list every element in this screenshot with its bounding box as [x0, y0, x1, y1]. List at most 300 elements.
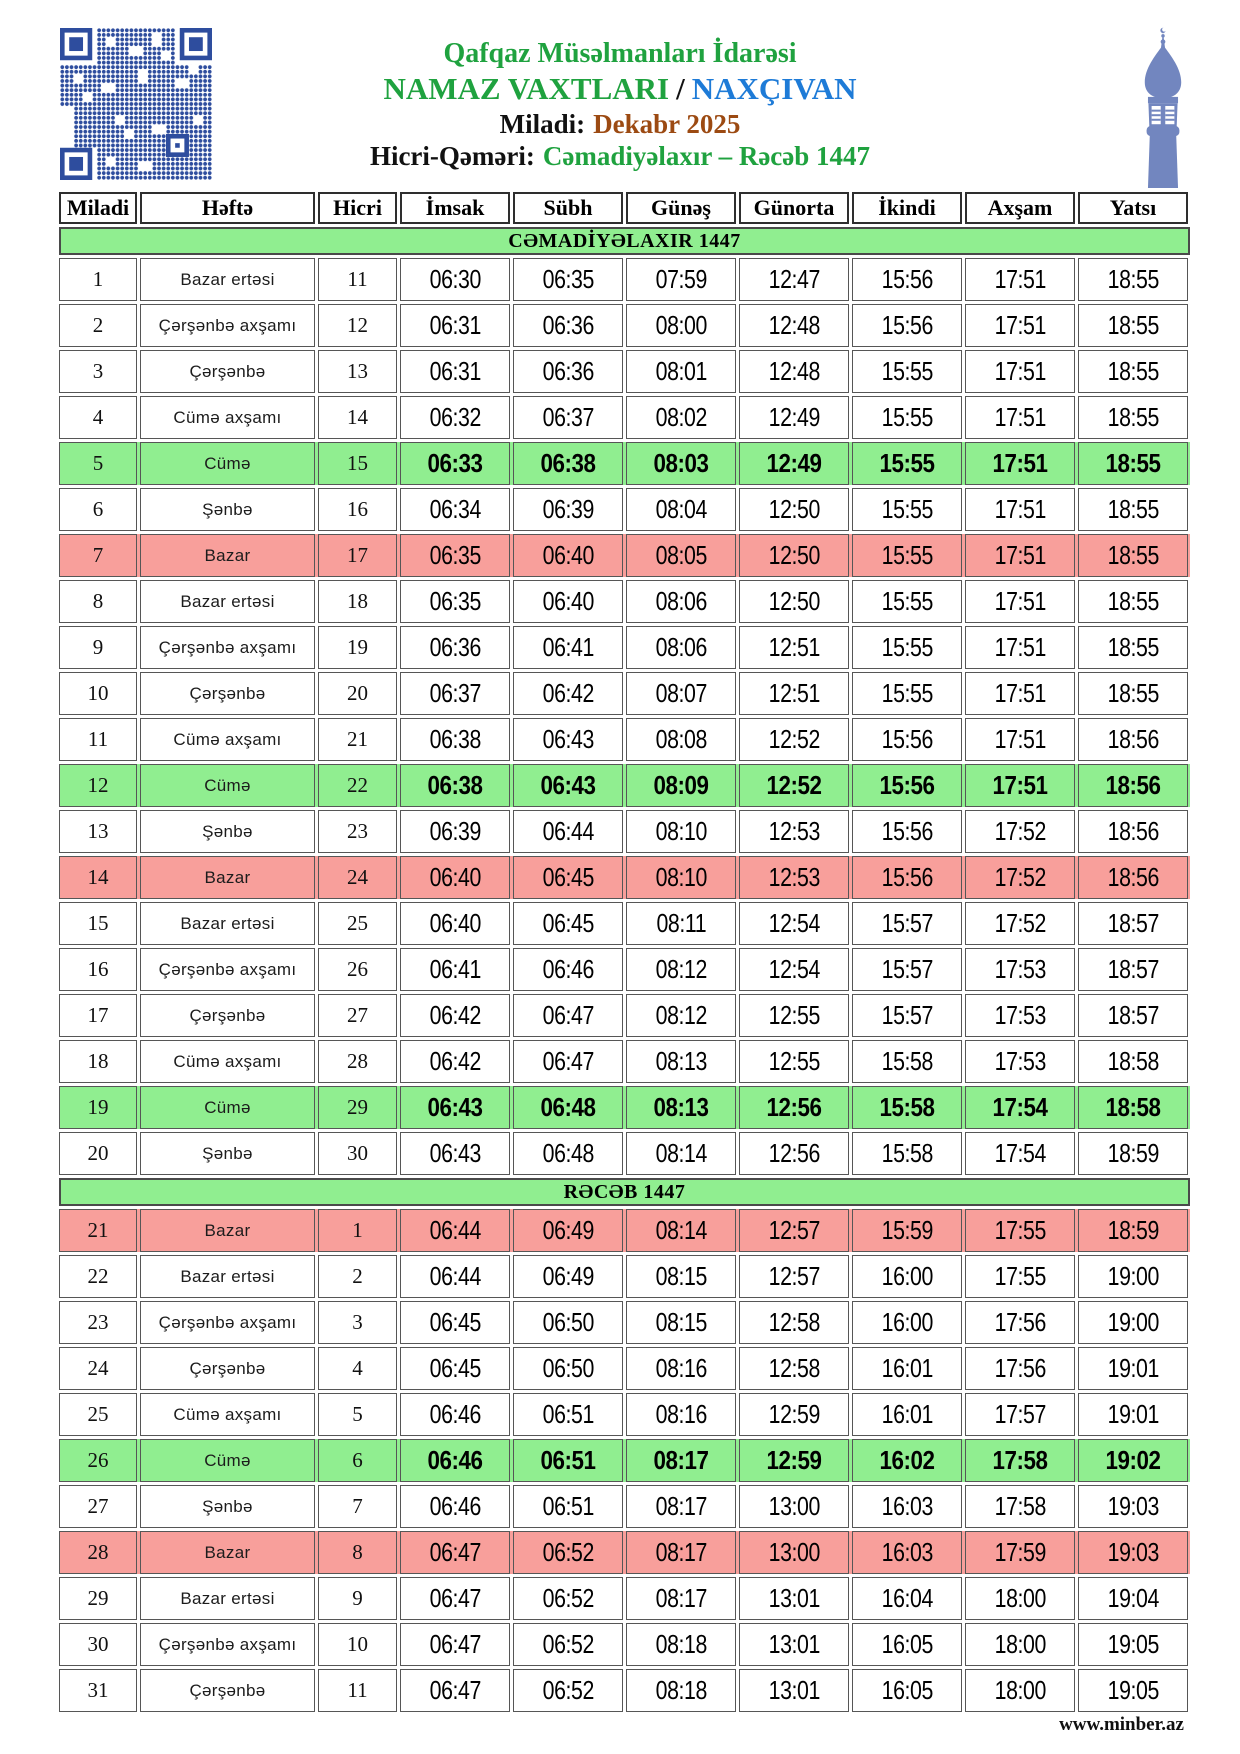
- hicri-day-cell: 25: [318, 902, 397, 945]
- time-cell-axşam: 17:59: [965, 1531, 1075, 1574]
- time-cell-sübh: 06:36: [513, 304, 623, 347]
- miladi-day-cell: 31: [59, 1669, 137, 1712]
- time-cell-axşam: 17:56: [965, 1301, 1075, 1344]
- time-cell-i̇kindi: 15:57: [852, 902, 962, 945]
- time-cell-günəş: 08:10: [626, 856, 736, 899]
- time-cell-günorta: 12:52: [739, 764, 849, 807]
- time-cell-yatsı: 19:03: [1078, 1531, 1188, 1574]
- miladi-day-cell: 16: [59, 948, 137, 991]
- miladi-day-cell: 2: [59, 304, 137, 347]
- table-row: [59, 764, 1190, 807]
- miladi-value: Dekabr 2025: [593, 108, 741, 139]
- weekday-cell: Cümə axşamı: [140, 1393, 315, 1436]
- weekday-cell: Cümə: [140, 1086, 315, 1129]
- time-cell-yatsı: 18:55: [1078, 534, 1188, 577]
- weekday-cell: Cümə: [140, 1439, 315, 1482]
- prayer-times-table: [59, 192, 1190, 1712]
- time-cell-i̇msak: 06:39: [400, 810, 510, 853]
- time-cell-günəş: 08:04: [626, 488, 736, 531]
- time-cell-yatsı: 19:00: [1078, 1255, 1188, 1298]
- hicri-day-cell: 11: [318, 258, 397, 301]
- miladi-day-cell: 30: [59, 1623, 137, 1666]
- time-cell-sübh: 06:52: [513, 1531, 623, 1574]
- time-cell-yatsı: 19:03: [1078, 1485, 1188, 1528]
- weekday-cell: Çərşənbə: [140, 994, 315, 1037]
- time-cell-günəş: 08:16: [626, 1347, 736, 1390]
- miladi-day-cell: 5: [59, 442, 137, 485]
- miladi-day-cell: 11: [59, 718, 137, 761]
- miladi-day-cell: 10: [59, 672, 137, 715]
- time-cell-günəş: 08:13: [626, 1040, 736, 1083]
- time-cell-sübh: 06:44: [513, 810, 623, 853]
- time-cell-i̇kindi: 15:59: [852, 1209, 962, 1252]
- time-cell-sübh: 06:48: [513, 1086, 623, 1129]
- hicri-day-cell: 15: [318, 442, 397, 485]
- weekday-cell: Çərşənbə: [140, 1347, 315, 1390]
- hicri-day-cell: 18: [318, 580, 397, 623]
- time-cell-i̇msak: 06:47: [400, 1669, 510, 1712]
- time-cell-i̇msak: 06:42: [400, 1040, 510, 1083]
- hicri-day-cell: 4: [318, 1347, 397, 1390]
- weekday-cell: Çərşənbə axşamı: [140, 304, 315, 347]
- time-cell-yatsı: 18:57: [1078, 948, 1188, 991]
- time-cell-günəş: 08:01: [626, 350, 736, 393]
- time-cell-i̇kindi: 15:56: [852, 718, 962, 761]
- title-separator: /: [676, 71, 685, 106]
- hicri-day-cell: 11: [318, 1669, 397, 1712]
- time-cell-günorta: 12:58: [739, 1347, 849, 1390]
- time-cell-axşam: 17:53: [965, 948, 1075, 991]
- time-cell-i̇kindi: 16:01: [852, 1347, 962, 1390]
- time-cell-sübh: 06:51: [513, 1393, 623, 1436]
- time-cell-axşam: 17:55: [965, 1255, 1075, 1298]
- time-cell-i̇kindi: 16:00: [852, 1301, 962, 1344]
- time-cell-günəş: 08:09: [626, 764, 736, 807]
- time-cell-günəş: 08:14: [626, 1132, 736, 1175]
- column-header-hicri: Hicri: [318, 192, 397, 224]
- time-cell-günəş: 08:18: [626, 1623, 736, 1666]
- time-cell-i̇kindi: 15:55: [852, 534, 962, 577]
- column-header-axşam: Axşam: [965, 192, 1075, 224]
- time-cell-sübh: 06:47: [513, 1040, 623, 1083]
- time-cell-i̇msak: 06:30: [400, 258, 510, 301]
- time-cell-yatsı: 18:59: [1078, 1209, 1188, 1252]
- miladi-day-cell: 19: [59, 1086, 137, 1129]
- time-cell-sübh: 06:43: [513, 764, 623, 807]
- miladi-day-cell: 20: [59, 1132, 137, 1175]
- table-row: [59, 1623, 1190, 1666]
- time-cell-axşam: 18:00: [965, 1577, 1075, 1620]
- time-cell-sübh: 06:50: [513, 1301, 623, 1344]
- time-cell-günəş: 08:13: [626, 1086, 736, 1129]
- weekday-cell: Çərşənbə axşamı: [140, 1623, 315, 1666]
- time-cell-günəş: 08:17: [626, 1577, 736, 1620]
- time-cell-i̇msak: 06:35: [400, 580, 510, 623]
- miladi-day-cell: 12: [59, 764, 137, 807]
- minaret-icon: [1134, 24, 1192, 188]
- miladi-day-cell: 21: [59, 1209, 137, 1252]
- weekday-cell: Çərşənbə: [140, 1669, 315, 1712]
- column-header-miladi: Miladi: [59, 192, 137, 224]
- hicri-day-cell: 29: [318, 1086, 397, 1129]
- miladi-day-cell: 1: [59, 258, 137, 301]
- time-cell-günəş: 08:17: [626, 1531, 736, 1574]
- hicri-day-cell: 20: [318, 672, 397, 715]
- column-header-yatsı: Yatsı: [1078, 192, 1188, 224]
- weekday-cell: Cümə: [140, 442, 315, 485]
- weekday-cell: Bazar ertəsi: [140, 580, 315, 623]
- time-cell-yatsı: 18:56: [1078, 764, 1188, 807]
- time-cell-sübh: 06:49: [513, 1255, 623, 1298]
- hicri-day-cell: 22: [318, 764, 397, 807]
- hicri-day-cell: 9: [318, 1577, 397, 1620]
- time-cell-günorta: 12:59: [739, 1439, 849, 1482]
- time-cell-i̇msak: 06:40: [400, 856, 510, 899]
- weekday-cell: Bazar ertəsi: [140, 1577, 315, 1620]
- time-cell-sübh: 06:39: [513, 488, 623, 531]
- time-cell-i̇kindi: 15:55: [852, 350, 962, 393]
- hicri-day-cell: 16: [318, 488, 397, 531]
- month-section-band: CƏMADİYƏLAXIR 1447: [59, 227, 1190, 255]
- time-cell-i̇msak: 06:46: [400, 1393, 510, 1436]
- hicri-day-cell: 14: [318, 396, 397, 439]
- time-cell-sübh: 06:45: [513, 856, 623, 899]
- time-cell-i̇kindi: 16:04: [852, 1577, 962, 1620]
- table-row: [59, 1531, 1190, 1574]
- time-cell-axşam: 17:51: [965, 534, 1075, 577]
- time-cell-sübh: 06:51: [513, 1485, 623, 1528]
- month-section-band: RƏCƏB 1447: [59, 1178, 1190, 1206]
- hicri-day-cell: 19: [318, 626, 397, 669]
- time-cell-günəş: 08:15: [626, 1301, 736, 1344]
- hicri-day-cell: 12: [318, 304, 397, 347]
- time-cell-günəş: 08:02: [626, 396, 736, 439]
- column-header-i̇kindi: İkindi: [852, 192, 962, 224]
- time-cell-i̇msak: 06:45: [400, 1301, 510, 1344]
- time-cell-günorta: 12:52: [739, 718, 849, 761]
- time-cell-yatsı: 19:05: [1078, 1669, 1188, 1712]
- time-cell-günorta: 12:57: [739, 1255, 849, 1298]
- time-cell-i̇kindi: 15:55: [852, 580, 962, 623]
- table-row: [59, 1485, 1190, 1528]
- time-cell-axşam: 17:51: [965, 396, 1075, 439]
- time-cell-günorta: 12:50: [739, 534, 849, 577]
- time-cell-i̇msak: 06:44: [400, 1255, 510, 1298]
- time-cell-günəş: 08:06: [626, 626, 736, 669]
- time-cell-axşam: 17:55: [965, 1209, 1075, 1252]
- weekday-cell: Çərşənbə axşamı: [140, 626, 315, 669]
- time-cell-sübh: 06:51: [513, 1439, 623, 1482]
- table-row: [59, 258, 1190, 301]
- table-row: [59, 1086, 1190, 1129]
- time-cell-i̇msak: 06:38: [400, 764, 510, 807]
- time-cell-i̇kindi: 16:01: [852, 1393, 962, 1436]
- time-cell-yatsı: 18:55: [1078, 396, 1188, 439]
- hicri-day-cell: 10: [318, 1623, 397, 1666]
- time-cell-axşam: 17:57: [965, 1393, 1075, 1436]
- time-cell-i̇kindi: 15:55: [852, 626, 962, 669]
- time-cell-günorta: 12:49: [739, 442, 849, 485]
- time-cell-günorta: 13:01: [739, 1623, 849, 1666]
- time-cell-yatsı: 18:55: [1078, 258, 1188, 301]
- hicri-day-cell: 24: [318, 856, 397, 899]
- time-cell-i̇kindi: 15:58: [852, 1086, 962, 1129]
- time-cell-i̇kindi: 15:55: [852, 396, 962, 439]
- time-cell-günəş: 08:07: [626, 672, 736, 715]
- hicri-day-cell: 2: [318, 1255, 397, 1298]
- miladi-day-cell: 26: [59, 1439, 137, 1482]
- table-row: [59, 1439, 1190, 1482]
- time-cell-günəş: 08:08: [626, 718, 736, 761]
- hicri-label: Hicri-Qəməri:: [369, 140, 535, 171]
- time-cell-günəş: 08:06: [626, 580, 736, 623]
- time-cell-yatsı: 18:59: [1078, 1132, 1188, 1175]
- table-row: [59, 810, 1190, 853]
- miladi-day-cell: 25: [59, 1393, 137, 1436]
- time-cell-günorta: 12:56: [739, 1132, 849, 1175]
- time-cell-i̇kindi: 15:55: [852, 488, 962, 531]
- time-cell-sübh: 06:38: [513, 442, 623, 485]
- time-cell-yatsı: 18:58: [1078, 1086, 1188, 1129]
- table-row: [59, 856, 1190, 899]
- time-cell-i̇msak: 06:34: [400, 488, 510, 531]
- time-cell-axşam: 18:00: [965, 1669, 1075, 1712]
- time-cell-sübh: 06:40: [513, 580, 623, 623]
- time-cell-günəş: 08:12: [626, 994, 736, 1037]
- table-row: [59, 1132, 1190, 1175]
- table-row: [59, 672, 1190, 715]
- table-row: [59, 1669, 1190, 1712]
- table-row: [59, 350, 1190, 393]
- time-cell-axşam: 17:54: [965, 1132, 1075, 1175]
- hicri-day-cell: 5: [318, 1393, 397, 1436]
- weekday-cell: Şənbə: [140, 1132, 315, 1175]
- footer-site: www.minber.az: [1059, 1714, 1184, 1735]
- weekday-cell: Bazar: [140, 1531, 315, 1574]
- time-cell-günorta: 12:53: [739, 810, 849, 853]
- weekday-cell: Çərşənbə: [140, 350, 315, 393]
- time-cell-i̇kindi: 16:03: [852, 1531, 962, 1574]
- time-cell-sübh: 06:36: [513, 350, 623, 393]
- organization-title: Qafqaz Müsəlmanları İdarəsi: [443, 38, 797, 69]
- weekday-cell: Çərşənbə: [140, 672, 315, 715]
- time-cell-yatsı: 18:56: [1078, 810, 1188, 853]
- time-cell-i̇msak: 06:32: [400, 396, 510, 439]
- time-cell-günorta: 12:48: [739, 304, 849, 347]
- table-row: [59, 488, 1190, 531]
- hicri-day-cell: 27: [318, 994, 397, 1037]
- column-header-i̇msak: İmsak: [400, 192, 510, 224]
- time-cell-yatsı: 18:56: [1078, 718, 1188, 761]
- time-cell-yatsı: 19:01: [1078, 1393, 1188, 1436]
- hicri-day-cell: 1: [318, 1209, 397, 1252]
- time-cell-i̇kindi: 15:57: [852, 948, 962, 991]
- time-cell-axşam: 17:51: [965, 258, 1075, 301]
- table-row: [59, 718, 1190, 761]
- time-cell-axşam: 17:51: [965, 672, 1075, 715]
- miladi-day-cell: 23: [59, 1301, 137, 1344]
- time-cell-yatsı: 18:55: [1078, 442, 1188, 485]
- time-cell-sübh: 06:45: [513, 902, 623, 945]
- time-cell-i̇msak: 06:46: [400, 1439, 510, 1482]
- time-cell-i̇msak: 06:43: [400, 1132, 510, 1175]
- miladi-day-cell: 3: [59, 350, 137, 393]
- table-row: [59, 902, 1190, 945]
- time-cell-yatsı: 19:00: [1078, 1301, 1188, 1344]
- weekday-cell: Bazar ertəsi: [140, 902, 315, 945]
- weekday-cell: Şənbə: [140, 488, 315, 531]
- miladi-day-cell: 14: [59, 856, 137, 899]
- time-cell-sübh: 06:42: [513, 672, 623, 715]
- time-cell-sübh: 06:41: [513, 626, 623, 669]
- miladi-day-cell: 22: [59, 1255, 137, 1298]
- miladi-day-cell: 24: [59, 1347, 137, 1390]
- hicri-line: [218, 140, 1022, 172]
- time-cell-günəş: 08:03: [626, 442, 736, 485]
- time-cell-i̇msak: 06:47: [400, 1531, 510, 1574]
- time-cell-axşam: 17:51: [965, 488, 1075, 531]
- time-cell-günorta: 12:56: [739, 1086, 849, 1129]
- table-row: [59, 1255, 1190, 1298]
- time-cell-sübh: 06:37: [513, 396, 623, 439]
- time-cell-i̇kindi: 15:56: [852, 810, 962, 853]
- time-cell-yatsı: 18:55: [1078, 350, 1188, 393]
- header-titles: [218, 36, 1022, 172]
- time-cell-axşam: 17:51: [965, 304, 1075, 347]
- time-cell-i̇msak: 06:42: [400, 994, 510, 1037]
- time-cell-i̇msak: 06:33: [400, 442, 510, 485]
- time-cell-axşam: 17:52: [965, 902, 1075, 945]
- weekday-cell: Cümə: [140, 764, 315, 807]
- hicri-day-cell: 23: [318, 810, 397, 853]
- miladi-day-cell: 28: [59, 1531, 137, 1574]
- hicri-day-cell: 7: [318, 1485, 397, 1528]
- weekday-cell: Bazar: [140, 1209, 315, 1252]
- time-cell-axşam: 17:54: [965, 1086, 1075, 1129]
- time-cell-yatsı: 18:55: [1078, 488, 1188, 531]
- weekday-cell: Cümə axşamı: [140, 396, 315, 439]
- time-cell-günəş: 08:17: [626, 1439, 736, 1482]
- time-cell-sübh: 06:43: [513, 718, 623, 761]
- miladi-day-cell: 15: [59, 902, 137, 945]
- time-cell-i̇kindi: 15:56: [852, 764, 962, 807]
- time-cell-yatsı: 19:05: [1078, 1623, 1188, 1666]
- hicri-day-cell: 28: [318, 1040, 397, 1083]
- hicri-day-cell: 8: [318, 1531, 397, 1574]
- time-cell-günorta: 12:57: [739, 1209, 849, 1252]
- miladi-day-cell: 29: [59, 1577, 137, 1620]
- time-cell-günəş: 08:18: [626, 1669, 736, 1712]
- time-cell-günorta: 12:55: [739, 1040, 849, 1083]
- column-header-günorta: Günorta: [739, 192, 849, 224]
- time-cell-sübh: 06:52: [513, 1669, 623, 1712]
- miladi-day-cell: 27: [59, 1485, 137, 1528]
- weekday-cell: Çərşənbə axşamı: [140, 948, 315, 991]
- time-cell-axşam: 17:58: [965, 1439, 1075, 1482]
- weekday-cell: Cümə axşamı: [140, 718, 315, 761]
- miladi-day-cell: 13: [59, 810, 137, 853]
- time-cell-günorta: 12:51: [739, 626, 849, 669]
- miladi-day-cell: 6: [59, 488, 137, 531]
- time-cell-i̇msak: 06:44: [400, 1209, 510, 1252]
- main-title: [218, 71, 1022, 108]
- time-cell-i̇kindi: 16:00: [852, 1255, 962, 1298]
- miladi-label: Miladi:: [499, 108, 586, 139]
- time-cell-i̇kindi: 15:58: [852, 1132, 962, 1175]
- time-cell-i̇msak: 06:38: [400, 718, 510, 761]
- time-cell-günorta: 13:00: [739, 1485, 849, 1528]
- weekday-cell: Şənbə: [140, 1485, 315, 1528]
- table-row: [59, 1301, 1190, 1344]
- time-cell-i̇kindi: 15:56: [852, 304, 962, 347]
- time-cell-günorta: 13:01: [739, 1669, 849, 1712]
- miladi-day-cell: 17: [59, 994, 137, 1037]
- table-row: [59, 1393, 1190, 1436]
- time-cell-axşam: 17:53: [965, 994, 1075, 1037]
- column-header-həftə: Həftə: [140, 192, 315, 224]
- main-title-text: NAMAZ VAXTLARI: [383, 71, 670, 106]
- time-cell-i̇kindi: 15:56: [852, 856, 962, 899]
- time-cell-axşam: 17:51: [965, 764, 1075, 807]
- time-cell-sübh: 06:52: [513, 1623, 623, 1666]
- time-cell-axşam: 17:53: [965, 1040, 1075, 1083]
- time-cell-günəş: 08:16: [626, 1393, 736, 1436]
- time-cell-yatsı: 18:55: [1078, 626, 1188, 669]
- time-cell-günorta: 12:54: [739, 902, 849, 945]
- time-cell-i̇msak: 06:40: [400, 902, 510, 945]
- time-cell-günorta: 12:47: [739, 258, 849, 301]
- time-cell-axşam: 17:52: [965, 856, 1075, 899]
- time-cell-sübh: 06:50: [513, 1347, 623, 1390]
- column-header-günəş: Günəş: [626, 192, 736, 224]
- weekday-cell: Cümə axşamı: [140, 1040, 315, 1083]
- time-cell-yatsı: 18:56: [1078, 856, 1188, 899]
- time-cell-axşam: 17:51: [965, 442, 1075, 485]
- weekday-cell: Bazar: [140, 856, 315, 899]
- time-cell-günəş: 08:14: [626, 1209, 736, 1252]
- time-cell-axşam: 17:52: [965, 810, 1075, 853]
- time-cell-yatsı: 18:57: [1078, 994, 1188, 1037]
- time-cell-günorta: 12:48: [739, 350, 849, 393]
- time-cell-i̇kindi: 15:55: [852, 442, 962, 485]
- table-row: [59, 442, 1190, 485]
- time-cell-günəş: 08:17: [626, 1485, 736, 1528]
- time-cell-i̇kindi: 15:55: [852, 672, 962, 715]
- table-row: [59, 580, 1190, 623]
- table-row: [59, 994, 1190, 1037]
- time-cell-sübh: 06:35: [513, 258, 623, 301]
- time-cell-günorta: 12:58: [739, 1301, 849, 1344]
- table-row: [59, 534, 1190, 577]
- miladi-day-cell: 4: [59, 396, 137, 439]
- time-cell-i̇kindi: 16:05: [852, 1669, 962, 1712]
- table-row: [59, 1040, 1190, 1083]
- weekday-cell: Bazar: [140, 534, 315, 577]
- time-cell-i̇msak: 06:41: [400, 948, 510, 991]
- time-cell-sübh: 06:40: [513, 534, 623, 577]
- table-row: [59, 1209, 1190, 1252]
- time-cell-günorta: 12:55: [739, 994, 849, 1037]
- time-cell-i̇msak: 06:46: [400, 1485, 510, 1528]
- miladi-day-cell: 18: [59, 1040, 137, 1083]
- time-cell-yatsı: 18:58: [1078, 1040, 1188, 1083]
- time-cell-günəş: 08:10: [626, 810, 736, 853]
- time-cell-günorta: 12:49: [739, 396, 849, 439]
- time-cell-i̇kindi: 15:58: [852, 1040, 962, 1083]
- hicri-day-cell: 26: [318, 948, 397, 991]
- time-cell-günəş: 08:05: [626, 534, 736, 577]
- miladi-day-cell: 8: [59, 580, 137, 623]
